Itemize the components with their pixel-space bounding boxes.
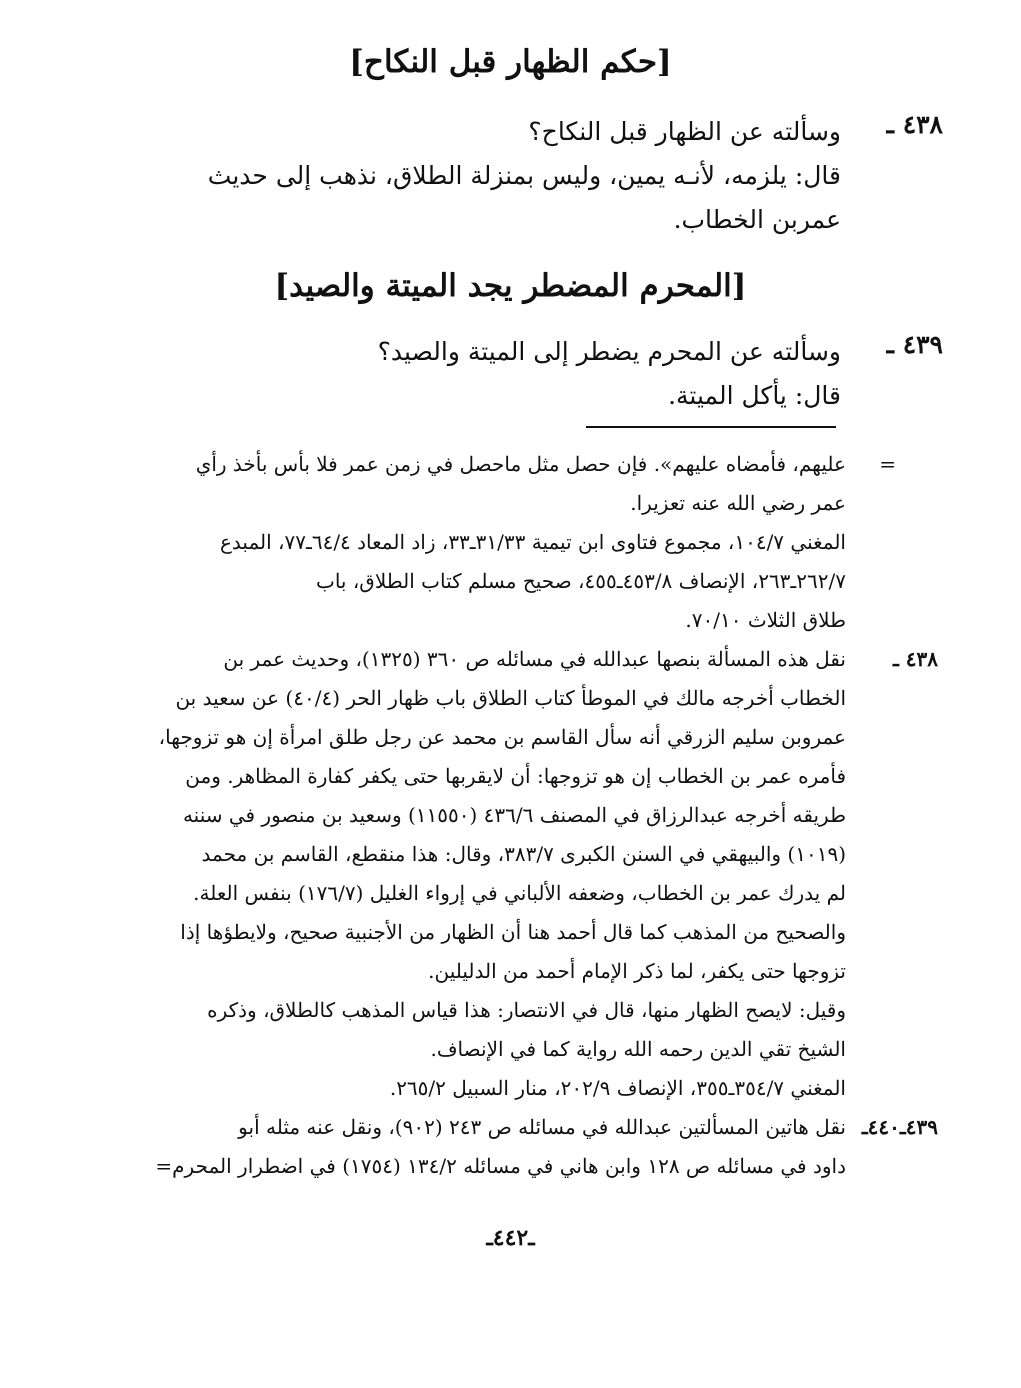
footnote-line: طلاق الثلاث ٧٠/١٠. [685, 608, 846, 632]
question-439 [150, 330, 943, 418]
continuation-mark: = [879, 452, 896, 476]
question-number: ٤٣٨ ـ [886, 110, 943, 139]
question-text: وسألته عن الظهار قبل النكاح؟ [528, 117, 841, 146]
footnote-line: نقل هذه المسألة بنصها عبدالله في مسائله ص ٣٦٠ (١٣٢٥)، وحديث عمر بن [223, 647, 846, 671]
footnote-line: لم يدرك عمر بن الخطاب، وضعفه الألباني في إرواء الغليل (١٧٦/٧) بنفس العلة. [193, 881, 846, 905]
footnote-line: تزوجها حتى يكفر، لما ذكر الإمام أحمد من الدليلين. [428, 959, 846, 983]
footnote-number: ٤٣٨ ـ [892, 647, 938, 671]
footnote-line: طريقه أخرجه عبدالرزاق في المصنف ٤٣٦/٦ (١١٥٥٠) وسعيد بن منصور في سننه [182, 803, 846, 827]
footnote-number: ٤٣٩ـ٤٤٠ـ [861, 1115, 938, 1139]
footnote-line: داود في مسائله ص ١٢٨ وابن هاني في مسائله ١٣٤/٢ (١٧٥٤) في اضطرار المحرم= [155, 1154, 846, 1178]
section-heading-zihar: [حكم الظهار قبل النكاح] [349, 44, 672, 80]
footnote-line: عمروبن سليم الزرقي أنه سأل القاسم بن محمد عن رجل طلق امرأة إن هو تزوجها، [158, 725, 846, 749]
question-438 [150, 110, 943, 242]
footnote-line: والصحيح من المذهب كما قال أحمد هنا أن الظهار من الأجنبية صحيح، ولايطؤها إذا [180, 920, 846, 944]
answer-text-cont: عمربن الخطاب. [673, 205, 841, 234]
footnote-438 [130, 640, 938, 1108]
footnote-line: ٢٦٢/٧ـ٢٦٣، الإنصاف ٤٥٣/٨ـ٤٥٥، صحيح مسلم كتاب الطلاق، باب [316, 569, 846, 593]
footnote-line: (١٠١٩) والبيهقي في السنن الكبرى ٣٨٣/٧، وقال: هذا منقطع، القاسم بن محمد [201, 842, 846, 866]
footnote-line: عليهم، فأمضاه عليهم». فإن حصل مثل ماحصل في زمن عمر فلا بأس بأخذ رأي [195, 452, 846, 476]
footnote-line: المغني ١٠٤/٧، مجموع فتاوى ابن تيمية ٣١/٣٣ـ٣٣، زاد المعاد ٦٤/٤ـ٧٧، المبدع [219, 530, 846, 554]
footnote-line: نقل هاتين المسألتين عبدالله في مسائله ص ٢٤٣ (٩٠٢)، ونقل عنه مثله أبو [238, 1115, 846, 1139]
question-number: ٤٣٩ ـ [886, 330, 943, 359]
footnote-line: الشيخ تقي الدين رحمه الله رواية كما في الإنصاف. [430, 1037, 846, 1061]
answer-text: قال: يلزمه، لأنـه يمين، وليس بمنزلة الطلاق، نذهب إلى حديث [207, 161, 841, 190]
footnote-line: فأمره عمر بن الخطاب إن هو تزوجها: أن لايقربها حتى يكفر كفارة المظاهر. ومن [185, 764, 846, 788]
footnote-line: الخطاب أخرجه مالك في الموطأ كتاب الطلاق باب ظهار الحر (٤٠/٤) عن سعيد بن [175, 686, 846, 710]
footnote-line: المغني ٣٥٤/٧ـ٣٥٥، الإنصاف ٢٠٢/٩، منار السبيل ٢٦٥/٢. [389, 1076, 846, 1100]
footnote-439-440 [130, 1108, 938, 1186]
page-number: ـ٤٤٢ـ [486, 1225, 535, 1251]
question-text: وسألته عن المحرم يضطر إلى الميتة والصيد؟ [377, 337, 841, 366]
section-heading-muhrim: [المحرم المضطر يجد الميتة والصيد] [274, 268, 747, 304]
footnote-continuation [130, 445, 896, 640]
footnote-line: عمر رضي الله عنه تعزيرا. [630, 491, 846, 515]
footnote-separator [586, 426, 836, 428]
footnote-line: وقيل: لايصح الظهار منها، قال في الانتصار: هذا قياس المذهب كالطلاق، وذكره [207, 998, 846, 1022]
answer-text: قال: يأكل الميتة. [668, 381, 841, 410]
footnotes [130, 445, 938, 1186]
